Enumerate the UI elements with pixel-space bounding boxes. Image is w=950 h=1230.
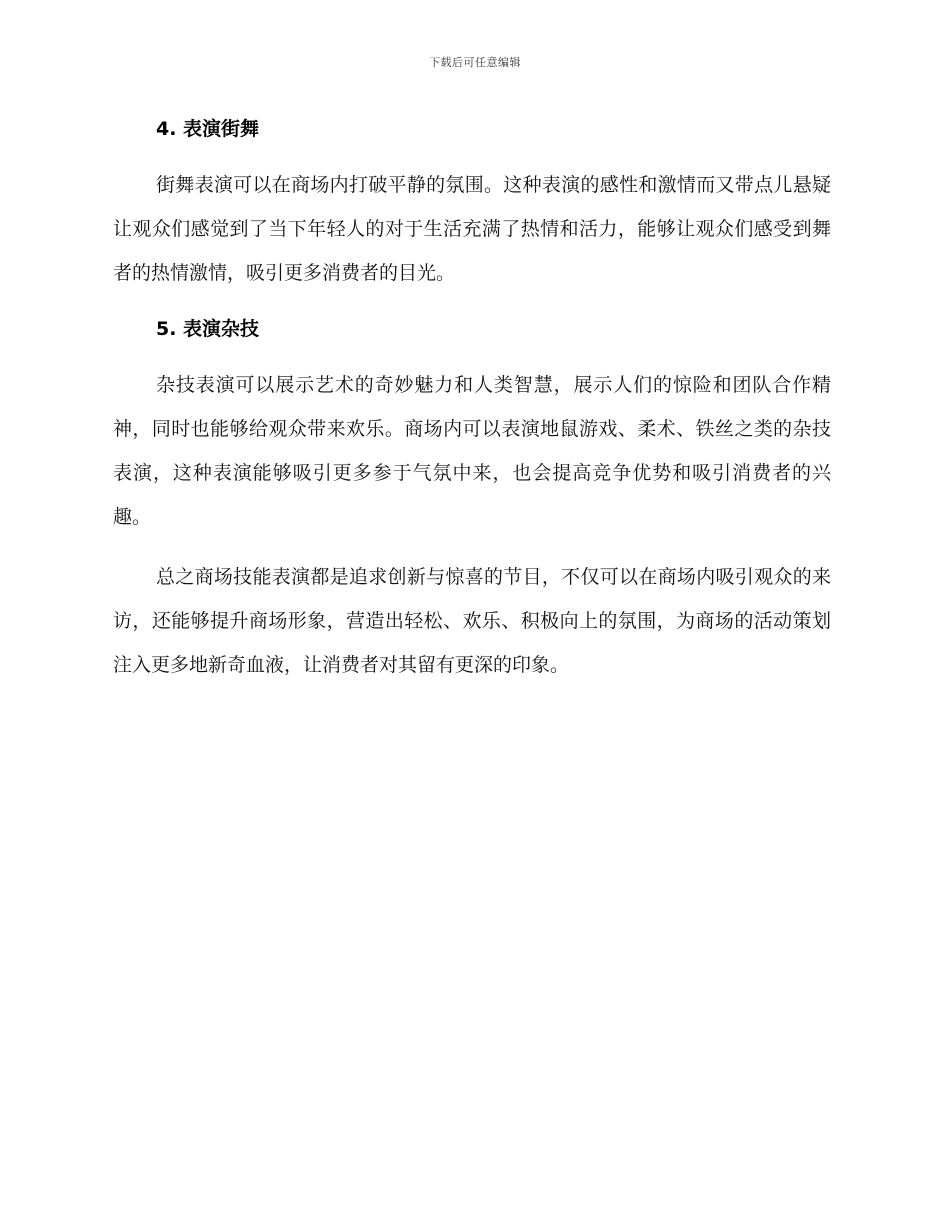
section-paragraph-street-dance: 街舞表演可以在商场内打破平静的氛围。这种表演的感性和激情而又带点儿悬疑让观众们感觉到了当下年轻人的对于生活充满了热情和活力，能够让观众们感受到舞者的热情激情，吸引更多消费者的目光。 — [113, 174, 831, 284]
section-heading-acrobatics: 5. 表演杂技 — [156, 318, 260, 340]
section-heading-street-dance: 4. 表演街舞 — [156, 118, 260, 140]
section-paragraph-acrobatics: 杂技表演可以展示艺术的奇妙魅力和人类智慧，展示人们的惊险和团队合作精神，同时也能够给观众带来欢乐。商场内可以表演地鼠游戏、柔术、铁丝之类的杂技表演，这种表演能够吸引更多参于气氛中来，也会提高竞争优势和吸引消费者的兴趣。 — [113, 374, 831, 528]
document-body — [113, 110, 831, 687]
conclusion-paragraph: 总之商场技能表演都是追求创新与惊喜的节目，不仅可以在商场内吸引观众的来访，还能够提升商场形象，营造出轻松、欢乐、积极向上的氛围，为商场的活动策划注入更多地新奇血液，让消费者对其留有更深的印象。 — [113, 566, 831, 676]
page-header-note: 下载后可任意编辑 — [429, 56, 521, 69]
